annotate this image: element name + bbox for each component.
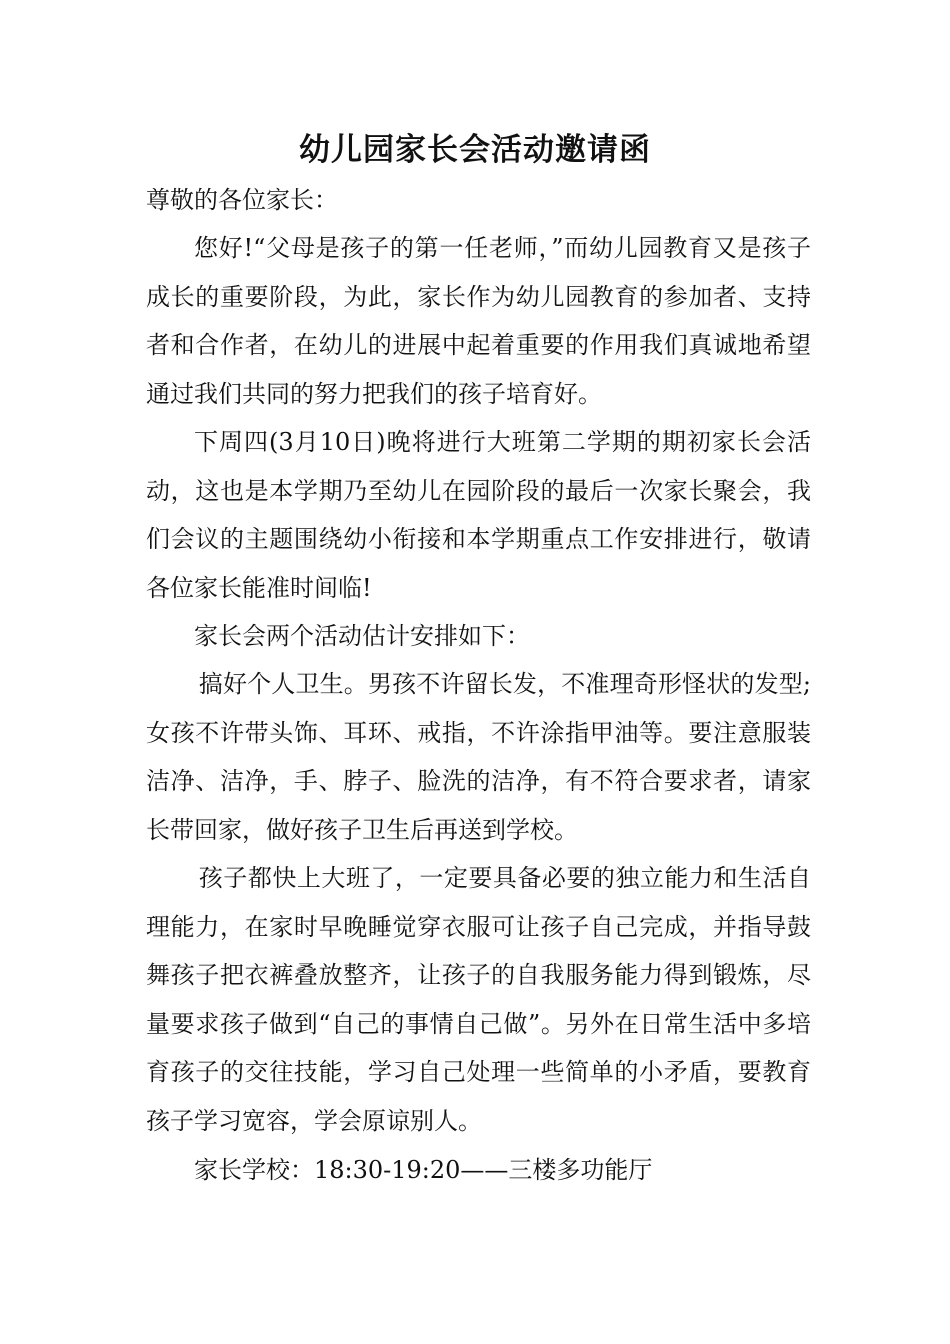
paragraph-meeting-info: 下周四(3月10日)晚将进行大班第二学期的期初家长会活动，这也是本学期乃至幼儿在园阶段的最后一次家长聚会，我们会议的主题围绕幼小衔接和本学期重点工作安排进行，敬请各位家长能准时间临!: [146, 428, 811, 602]
paragraph-parent-school-time: 家长学校：18:30-19:20——三楼多功能厅: [194, 1156, 653, 1184]
paragraph-independence: 孩子都快上大班了，一定要具备必要的独立能力和生活自理能力，在家时早晚睡觉穿衣服可让孩子自己完成，并指导鼓舞孩子把衣裤叠放整齐，让孩子的自我服务能力得到锻炼，尽量要求孩子做到“自己的事情自己做”。另外在日常生活中多培育孩子的交往技能，学习自己处理一些简单的小矛盾，要教育孩子学习宽容，学会原谅别人。: [146, 864, 811, 1135]
paragraph-hygiene: 搞好个人卫生。男孩不许留长发，不准理奇形怪状的发型;女孩不许带头饰、耳环、戒指，不许涂指甲油等。要注意服装洁净、洁净，手、脖子、脸洗的洁净，有不符合要求者，请家长带回家，做好孩子卫生后再送到学校。: [146, 670, 811, 844]
paragraph-schedule-intro: 家长会两个活动估计安排如下：: [194, 622, 530, 650]
paragraph-greeting: 您好!“父母是孩子的第一任老师，”而幼儿园教育又是孩子成长的重要阶段，为此，家长作为幼儿园教育的参加者、支持者和合作者，在幼儿的进展中起着重要的作用我们真诚地希望通过我们共同的努力把我们的孩子培育好。: [146, 234, 811, 408]
salutation: 尊敬的各位家长：: [146, 186, 338, 214]
document-title: 幼儿园家长会活动邀请函: [299, 132, 651, 168]
